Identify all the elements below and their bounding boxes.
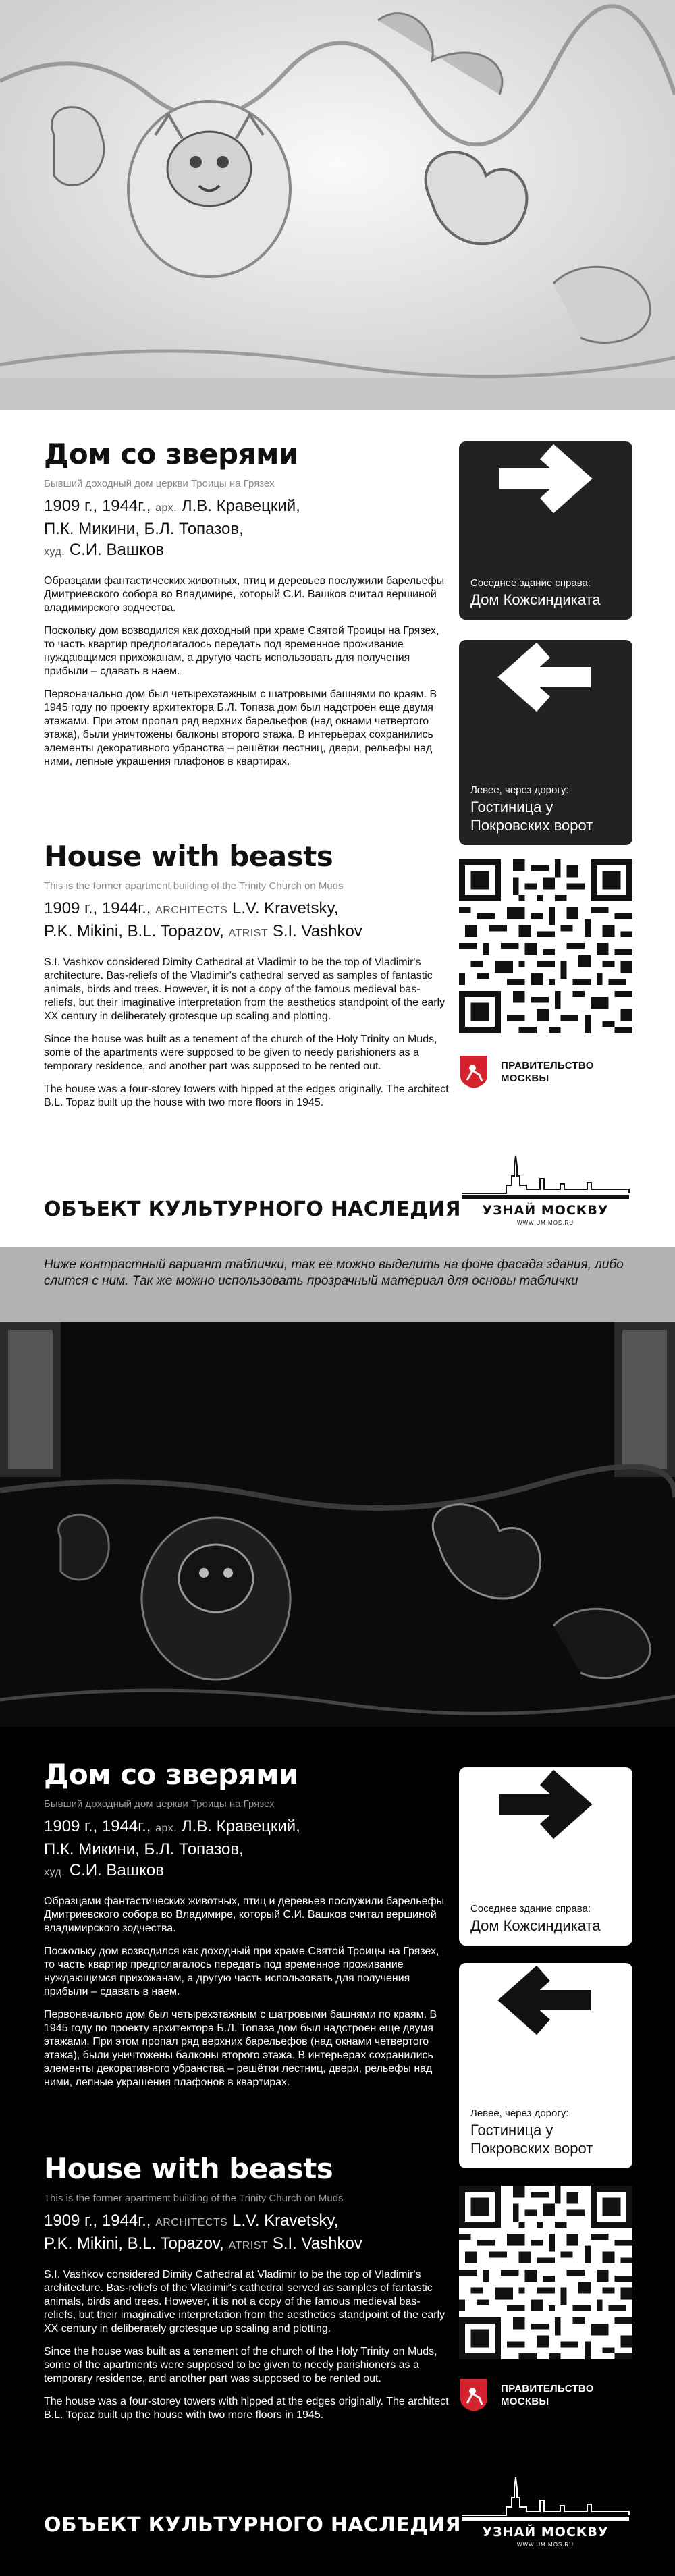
authors-ru-arch: арх.	[155, 502, 178, 514]
relief-photo-light	[0, 0, 675, 410]
title-ru-dark: Дом со зверями	[44, 1758, 298, 1791]
body-ru-p2-dark: Поскольку дом возводился как доходный при храме Святой Троицы на Грязех, то часть квартир предполагалось передать под временное проживание нуждающимся прихожанам, а другую часть использовать для получения прибыли – сдавать в наем.	[44, 1946, 439, 1997]
authors-ru-hud: худ.	[44, 546, 65, 558]
english-section	[44, 840, 449, 1110]
nav-card-right-dark-label: Соседнее здание справа:	[470, 1903, 591, 1914]
authors-en-dark	[44, 2210, 449, 2256]
plaque-light	[0, 410, 675, 1279]
authors-ru-names3-dark: С.И. Вашков	[65, 1861, 164, 1879]
authors-en-names2: P.K. Mikini, B.L. Topazov,	[44, 922, 229, 940]
plaque-dark	[0, 1727, 675, 2576]
authors-ru-hud-dark: худ.	[44, 1867, 65, 1878]
nav-card-left[interactable]	[459, 640, 632, 845]
authors-ru-names2-dark: П.К. Микини, Б.Л. Топазов,	[44, 1840, 244, 1858]
body-ru-p1: Образцами фантастических животных, птиц и деревьев послужили барельефы Дмитриевского собора во Владимире, который С.И. Вашков считал вершиной владимирского зодчества.	[44, 575, 445, 614]
authors-en-names3: S.I. Vashkov	[268, 922, 362, 940]
moscow-coat-of-arms-icon	[459, 2378, 489, 2413]
authors-en-names3-dark: S.I. Vashkov	[268, 2234, 362, 2253]
nav-card-right-dest: Дом Кожсиндиката	[470, 591, 601, 608]
gov-line2-dark: МОСКВЫ	[501, 2396, 549, 2407]
uznai-title: УЗНАЙ МОСКВУ	[482, 1203, 609, 1218]
authors-ru-names2: П.К. Микини, Б.Л. Топазов,	[44, 520, 244, 538]
nav-card-right-dark-dest: Дом Кожсиндиката	[470, 1917, 601, 1934]
uznai-url-dark: WWW.UM.MOS.RU	[516, 2542, 574, 2548]
authors-en-arch-dark: ARCHITECTS	[155, 2217, 228, 2228]
heritage-title-dark: ОБЪЕКТ КУЛЬТУРНОГО НАСЛЕДИЯ	[44, 2513, 461, 2537]
nav-card-left-dark-caption	[470, 2107, 626, 2157]
moscow-coat-of-arms-icon	[459, 1054, 489, 1090]
english-section-dark	[44, 2152, 449, 2422]
nav-card-left-label: Левее, через дорогу:	[470, 784, 569, 796]
arrow-right-icon	[459, 1767, 632, 1869]
authors-en-artist-dark: ATRIST	[228, 2240, 269, 2251]
authors-ru-years: 1909 г., 1944г.,	[44, 497, 156, 515]
nav-card-right[interactable]	[459, 441, 632, 620]
body-en-p2-dark: Since the house was built as a tenement of the church of the Holy Trinity on Muds, some of the apartments were supposed to be given to needy parishioners as a temporary residence, and another part was supposed to be rented out.	[44, 2346, 437, 2384]
subtitle-ru-dark: Бывший доходный дом церкви Троицы на Грязех	[44, 1798, 275, 1810]
authors-ru-names1-dark: Л.В. Кравецкий,	[177, 1817, 300, 1835]
gov-logo	[459, 1052, 632, 1092]
nav-card-right-dark[interactable]	[459, 1767, 632, 1946]
body-en-p1: S.I. Vashkov considered Dimity Cathedral at Vladimir to be the top of Vladimir's architecture. Bas-reliefs of the Vladimir's cathedral served as samples of fantastic animals, birds and trees. However, it is not a copy of the famous medieval bas-reliefs, but their imaginative interpretation from the aesthetics standpoint of the early XX century in deliberately grotesque up scaling and plotting.	[44, 957, 446, 1022]
subtitle-ru: Бывший доходный дом церкви Троицы на Грязех	[44, 478, 275, 489]
gov-text	[501, 1059, 594, 1085]
uznai-url: WWW.UM.MOS.RU	[516, 1220, 574, 1226]
arrow-right-icon	[459, 441, 632, 543]
subtitle-en: This is the former apartment building of the Trinity Church on Muds	[44, 880, 344, 892]
authors-en-arch: ARCHITECTS	[155, 905, 228, 916]
body-ru-p1-dark: Образцами фантастических животных, птиц и деревьев послужили барельефы Дмитриевского собора во Владимире, который С.И. Вашков считал вершиной владимирского зодчества.	[44, 1896, 445, 1934]
body-en	[44, 956, 449, 1110]
uznai-moskvu-logo-dark	[459, 2468, 632, 2549]
russian-section	[44, 437, 449, 769]
authors-ru-arch-dark: арх.	[155, 1823, 178, 1834]
authors-ru-names1: Л.В. Кравецкий,	[177, 497, 300, 515]
body-en-dark	[44, 2268, 449, 2422]
gov-line1-dark: ПРАВИТЕЛЬСТВО	[501, 2383, 594, 2394]
title-en: House with beasts	[44, 840, 333, 873]
arrow-left-icon	[459, 640, 632, 741]
relief-photo-dark	[0, 1322, 675, 1727]
body-en-p2: Since the house was built as a tenement of the church of the Holy Trinity on Muds, some of the apartments were supposed to be given to needy parishioners as a temporary residence, and another part was supposed to be rented out.	[44, 1034, 437, 1072]
authors-en-names1-dark: L.V. Kravetsky,	[227, 2211, 339, 2230]
nav-card-right-label: Соседнее здание справа:	[470, 577, 591, 589]
gov-line1: ПРАВИТЕЛЬСТВО	[501, 1060, 594, 1071]
authors-en-artist: ATRIST	[228, 928, 269, 939]
nav-card-left-dark-label: Левее, через дорогу:	[470, 2108, 569, 2119]
title-en-dark: House with beasts	[44, 2152, 333, 2185]
body-ru-p3: Первоначально дом был четырехэтажным с шатровыми башнями по краям. В 1945 году по проекту архитектора Б.Л. Топаза дом был надстроен еще двумя этажами. При этом пропал ряд верхних барельефов (над окнами четвертого этажа), были уничтожены балконы второго этажа. В интерьерах сохранились элементы декоративного убранства – решётки лестниц, двери, рельефы над ними, лепные украшения плафонов в квартирах.	[44, 689, 437, 768]
authors-ru	[44, 495, 449, 562]
gov-logo-dark	[459, 2375, 632, 2415]
body-en-p1-dark: S.I. Vashkov considered Dimity Cathedral at Vladimir to be the top of Vladimir's architecture. Bas-reliefs of the Vladimir's cathedral served as samples of fantastic animals, birds and trees. However, it is not a copy of the famous medieval bas-reliefs, but their imaginative interpretation from the aesthetics standpoint of the early XX century in deliberately grotesque up scaling and plotting.	[44, 2269, 446, 2334]
gov-text-dark	[501, 2382, 594, 2408]
uznai-moskvu-logo	[459, 1146, 632, 1227]
arrow-left-icon	[459, 1963, 632, 2064]
nav-card-left-caption	[470, 784, 626, 834]
authors-en-years: 1909 г., 1944г.,	[44, 899, 156, 917]
uznai-title-dark: УЗНАЙ МОСКВУ	[482, 2525, 609, 2540]
body-ru	[44, 574, 449, 769]
subtitle-en-dark: This is the former apartment building of the Trinity Church on Muds	[44, 2193, 344, 2204]
nav-card-left-dest: Гостиница у Покровских ворот	[470, 799, 593, 834]
gov-line2: МОСКВЫ	[501, 1073, 549, 1084]
body-en-p3: The house was a four-storey towers with hipped at the edges originally. The architect B.L. Topaz built up the house with two more floors in 1945.	[44, 1083, 449, 1108]
nav-card-right-dark-caption	[470, 1902, 626, 1935]
body-ru-p2: Поскольку дом возводился как доходный при храме Святой Троицы на Грязех, то часть квартир предполагалось передать под временное проживание нуждающимся прихожанам, а другую часть использовать для получения прибыли – сдавать в наем.	[44, 625, 439, 677]
body-ru-dark	[44, 1895, 449, 2089]
qr-code-dark[interactable]	[459, 2186, 632, 2359]
qr-code[interactable]	[459, 859, 632, 1033]
nav-card-left-dark[interactable]	[459, 1963, 632, 2168]
authors-en-names1: L.V. Kravetsky,	[227, 899, 339, 917]
authors-ru-names3: С.И. Вашков	[65, 541, 164, 559]
authors-en-years-dark: 1909 г., 1944г.,	[44, 2211, 156, 2230]
nav-card-right-caption	[470, 576, 626, 609]
heritage-title: ОБЪЕКТ КУЛЬТУРНОГО НАСЛЕДИЯ	[44, 1198, 461, 1221]
body-ru-p3-dark: Первоначально дом был четырехэтажным с шатровыми башнями по краям. В 1945 году по проекту архитектора Б.Л. Топаза дом был надстроен еще двумя этажами. При этом пропал ряд верхних барельефов (над окнами четвертого этажа), были уничтожены балконы второго этажа. В интерьерах сохранились элементы декоративного убранства – решётки лестниц, двери, рельефы над ними, лепные украшения плафонов в квартирах.	[44, 2009, 437, 2088]
title-ru: Дом со зверями	[44, 437, 298, 471]
authors-ru-dark	[44, 1816, 449, 1883]
authors-en	[44, 898, 449, 944]
contrast-note: Ниже контрастный вариант таблички, так её можно выделить на фоне фасада здания, либо слится с ним. Так же можно использовать прозрачный материал для основы таблички	[0, 1247, 675, 1322]
russian-section-dark	[44, 1758, 449, 2089]
authors-ru-years-dark: 1909 г., 1944г.,	[44, 1817, 156, 1835]
body-en-p3-dark: The house was a four-storey towers with hipped at the edges originally. The architect B.L. Topaz built up the house with two more floors in 1945.	[44, 2396, 449, 2421]
authors-en-names2-dark: P.K. Mikini, B.L. Topazov,	[44, 2234, 229, 2253]
nav-card-left-dark-dest: Гостиница у Покровских ворот	[470, 2122, 593, 2157]
